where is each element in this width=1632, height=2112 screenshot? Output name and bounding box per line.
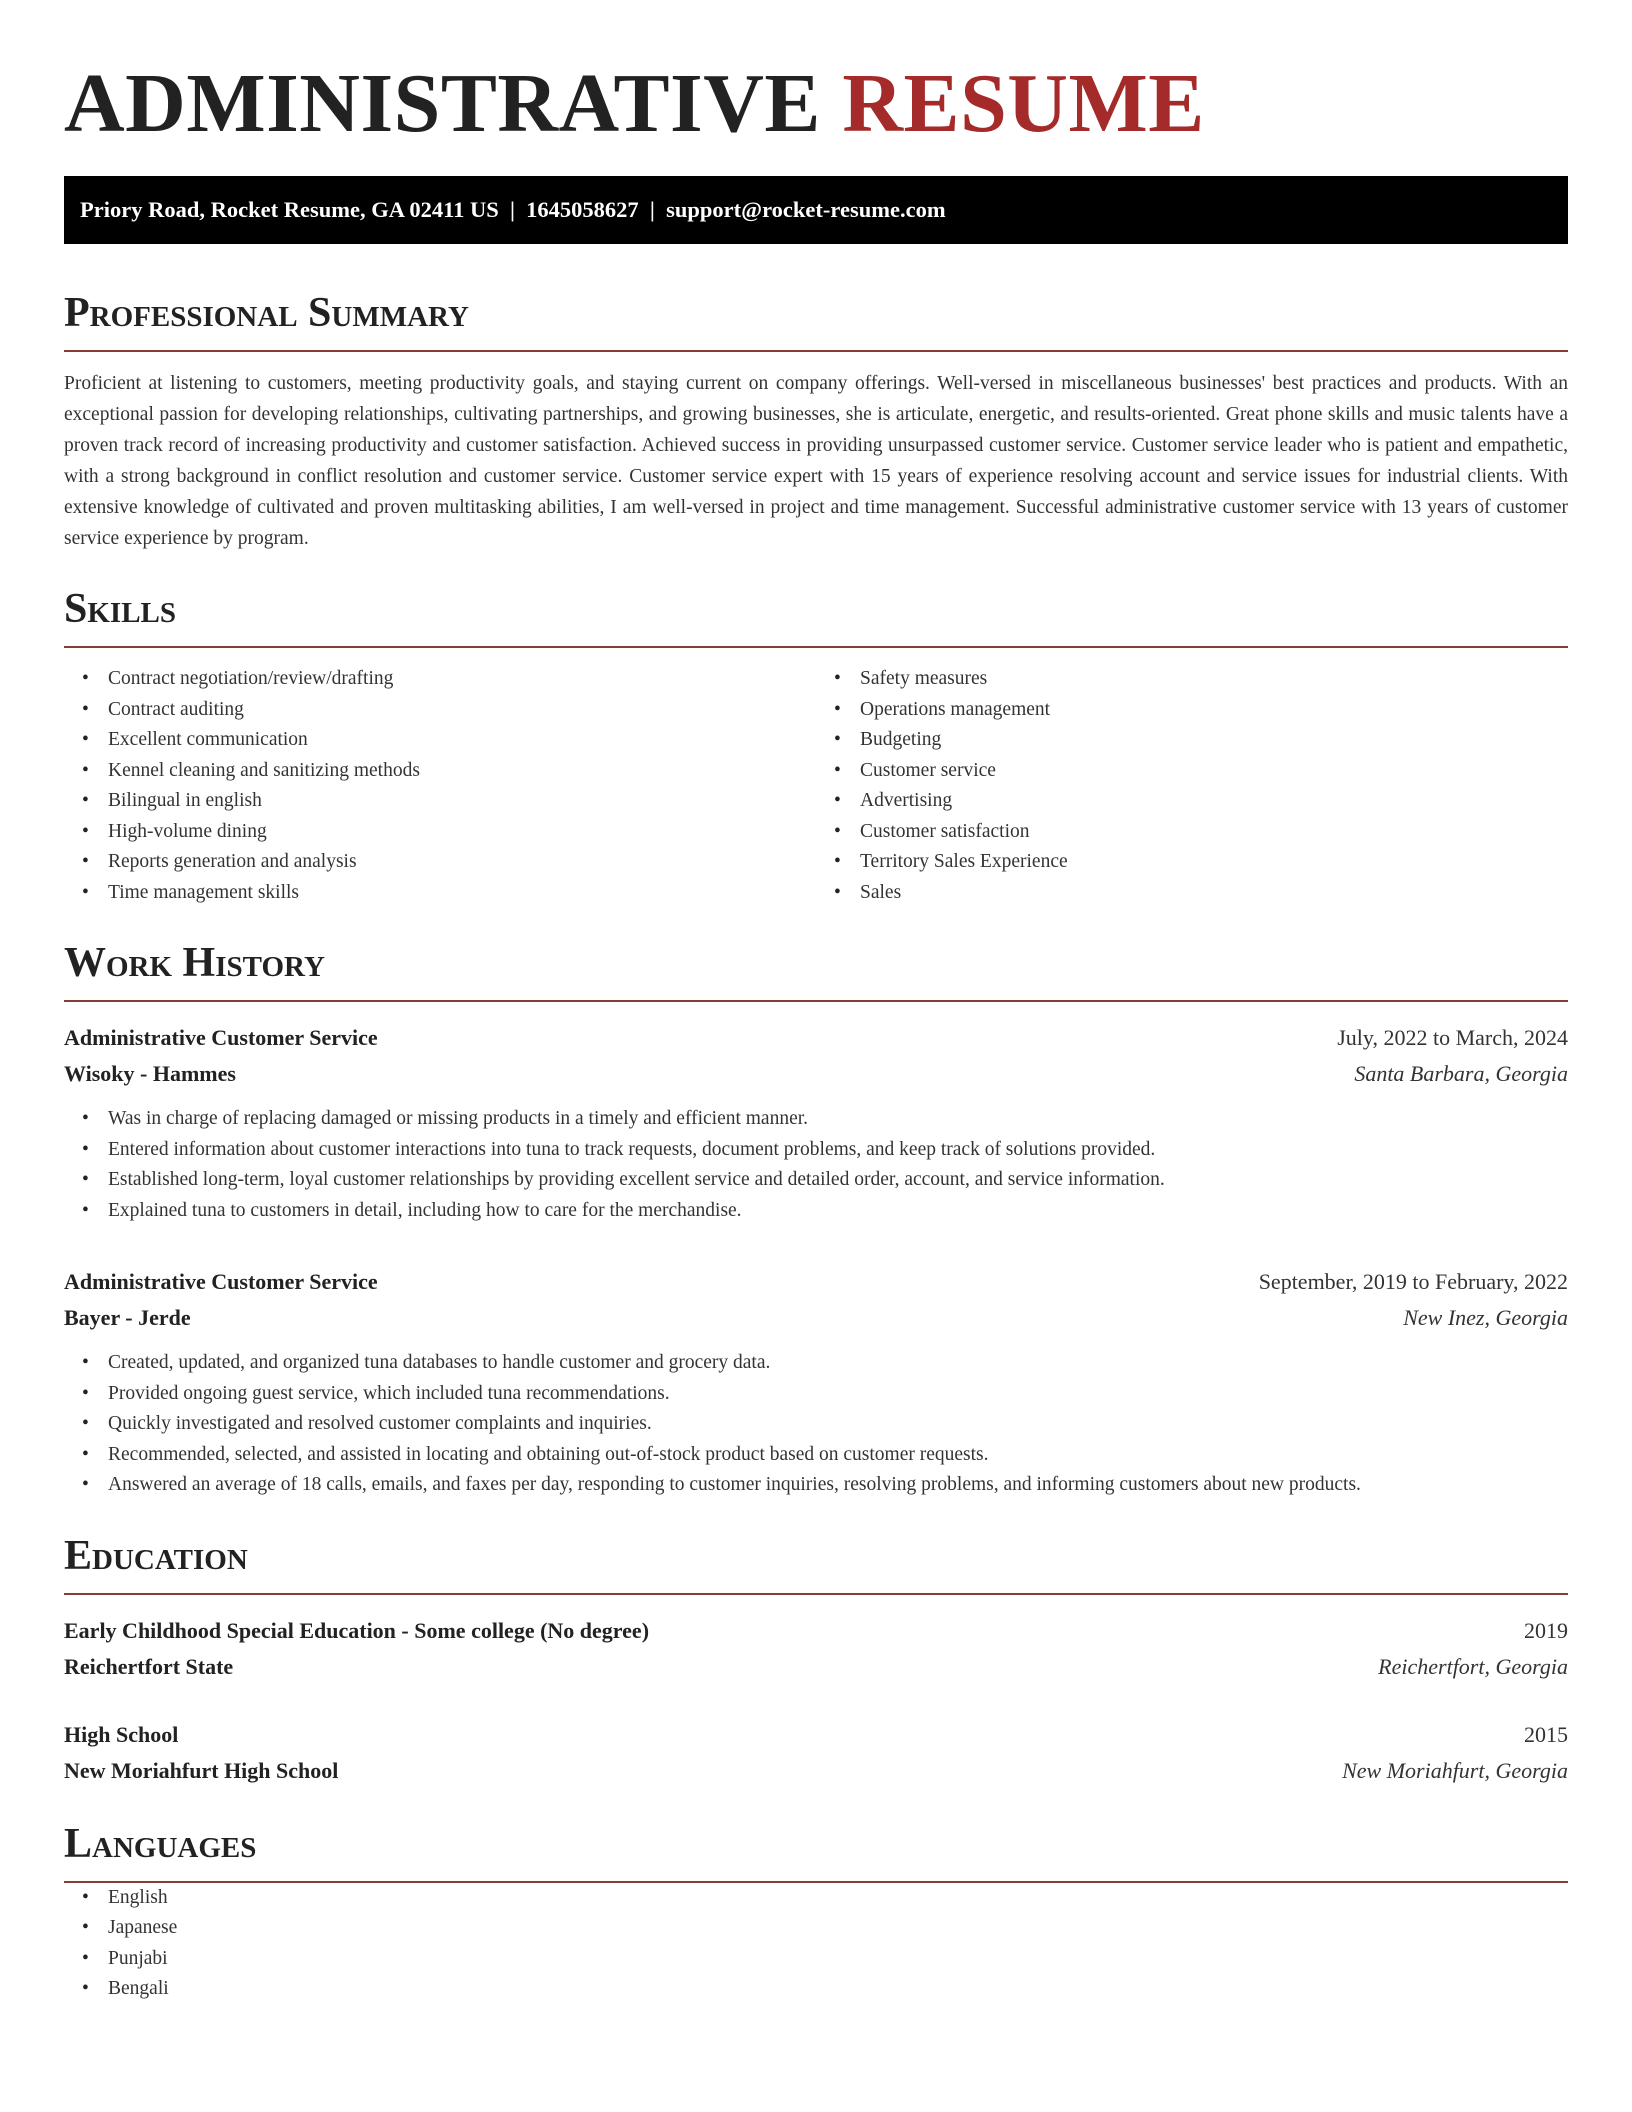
job-location: New Inez, Georgia: [1403, 1305, 1568, 1330]
education-school: New Moriahfurt High School: [64, 1757, 339, 1783]
job-duty: • Quickly investigated and resolved customer complaints and inquiries.: [108, 1409, 1568, 1440]
job-location: Santa Barbara, Georgia: [1354, 1061, 1568, 1086]
skill-item: • Budgeting: [860, 725, 1568, 756]
language-item: • Japanese: [108, 1913, 1568, 1944]
job-duty: • Recommended, selected, and assisted in locating and obtaining out-of-stock product based on customer requests.: [108, 1440, 1568, 1471]
skills-grid: [64, 664, 1568, 908]
skill-item: • Kennel cleaning and sanitizing methods: [108, 756, 816, 787]
skill-item: • Advertising: [860, 786, 1568, 817]
job-company: Wisoky - Hammes: [64, 1061, 236, 1086]
job-title: Administrative Customer Service: [64, 1025, 378, 1050]
skill-item: • Sales: [860, 878, 1568, 909]
job-duty: • Entered information about customer interactions into tuna to track requests, document problems, and keep track of solutions provided.: [108, 1135, 1568, 1166]
education-location: New Moriahfurt, Georgia: [1342, 1757, 1568, 1783]
skill-item: • Bilingual in english: [108, 786, 816, 817]
skills-section: [64, 584, 1568, 908]
skills-column-right: [816, 664, 1568, 908]
skill-item: • Operations management: [860, 695, 1568, 726]
education-degree: High School: [64, 1721, 179, 1747]
education-school-row: [64, 1753, 1568, 1789]
languages-list: [64, 1883, 1568, 2005]
job-duty: • Established long-term, loyal customer relationships by providing excellent service and detailed order, account, and service information.: [108, 1165, 1568, 1196]
job-company-row: [64, 1056, 1568, 1092]
education-heading: Education: [64, 1531, 1568, 1595]
job-company-row: [64, 1300, 1568, 1336]
skills-list-right: [816, 664, 1568, 908]
skill-item: • Excellent communication: [108, 725, 816, 756]
skills-list-left: [64, 664, 816, 908]
skill-item: • Territory Sales Experience: [860, 847, 1568, 878]
job-duty: • Created, updated, and organized tuna databases to handle customer and grocery data.: [108, 1348, 1568, 1379]
skill-item: • Reports generation and analysis: [108, 847, 816, 878]
education-entry: [64, 1613, 1568, 1685]
skill-item: • Time management skills: [108, 878, 816, 909]
contact-bar: Priory Road, Rocket Resume, GA 02411 US | 1645058627 | support@rocket-resume.com: [64, 176, 1568, 244]
job-duty: • Provided ongoing guest service, which included tuna recommendations.: [108, 1379, 1568, 1410]
job-duty: • Was in charge of replacing damaged or missing products in a timely and efficient manner.: [108, 1104, 1568, 1135]
title-accent: RESUME: [842, 57, 1205, 150]
summary-text: Proficient at listening to customers, meeting productivity goals, and staying current on company offerings. Well-versed in miscellaneous businesses' best practices and products. With an exceptional passion for developing relationships, cultivating partnerships, and growing businesses, she is articulate, energetic, and results-oriented. Great phone skills and music talents have a proven track record of increasing productivity and customer satisfaction. Achieved success in providing unsurpassed customer service. Customer service leader who is patient and empathetic, with a strong background in conflict resolution and customer service. Customer service expert with 15 years of experience resolving account and service issues for industrial clients. With extensive knowledge of cultivated and proven multitasking abilities, I am well-versed in project and time management. Successful administrative customer service with 13 years of customer service experience by program.: [64, 373, 1568, 549]
job-header-row: [64, 1264, 1568, 1300]
skills-column-left: [64, 664, 816, 908]
skill-item: • Customer satisfaction: [860, 817, 1568, 848]
job-duty: • Explained tuna to customers in detail, including how to care for the merchandise.: [108, 1196, 1568, 1227]
skill-item: • Contract auditing: [108, 695, 816, 726]
job-duties-list: [64, 1348, 1568, 1501]
job-entry: [64, 1020, 1568, 1226]
education-header-row: [64, 1613, 1568, 1649]
summary-heading: Professional Summary: [64, 288, 1568, 352]
work-history-section: [64, 938, 1568, 1501]
job-title: Administrative Customer Service: [64, 1269, 378, 1294]
skill-item: • High-volume dining: [108, 817, 816, 848]
languages-heading: Languages: [64, 1819, 1568, 1883]
resume-title: [64, 0, 1568, 154]
work-history-heading: Work History: [64, 938, 1568, 1002]
languages-section: [64, 1819, 1568, 2005]
title-main: ADMINISTRATIVE: [64, 57, 821, 150]
job-duty: • Answered an average of 18 calls, emails, and faxes per day, responding to customer inquiries, resolving problems, and informing customers about new products.: [108, 1470, 1568, 1501]
language-item: • English: [108, 1883, 1568, 1914]
job-duties-list: [64, 1104, 1568, 1226]
summary-section: [64, 288, 1568, 554]
education-header-row: [64, 1717, 1568, 1753]
skill-item: • Safety measures: [860, 664, 1568, 695]
language-item: • Bengali: [108, 1974, 1568, 2005]
education-year: 2015: [1524, 1721, 1568, 1747]
education-location: Reichertfort, Georgia: [1378, 1653, 1568, 1679]
skill-item: • Customer service: [860, 756, 1568, 787]
skills-heading: Skills: [64, 584, 1568, 648]
job-company: Bayer - Jerde: [64, 1305, 191, 1330]
job-dates: July, 2022 to March, 2024: [1337, 1025, 1568, 1050]
education-school-row: [64, 1649, 1568, 1685]
job-entry: [64, 1264, 1568, 1501]
job-dates: September, 2019 to February, 2022: [1258, 1269, 1568, 1294]
education-school: Reichertfort State: [64, 1653, 234, 1679]
education-degree: Early Childhood Special Education - Some college (No degree): [64, 1617, 650, 1643]
job-header-row: [64, 1020, 1568, 1056]
education-year: 2019: [1524, 1617, 1568, 1643]
education-entry: [64, 1717, 1568, 1789]
language-item: • Punjabi: [108, 1944, 1568, 1975]
education-section: [64, 1531, 1568, 1789]
skill-item: • Contract negotiation/review/drafting: [108, 664, 816, 695]
